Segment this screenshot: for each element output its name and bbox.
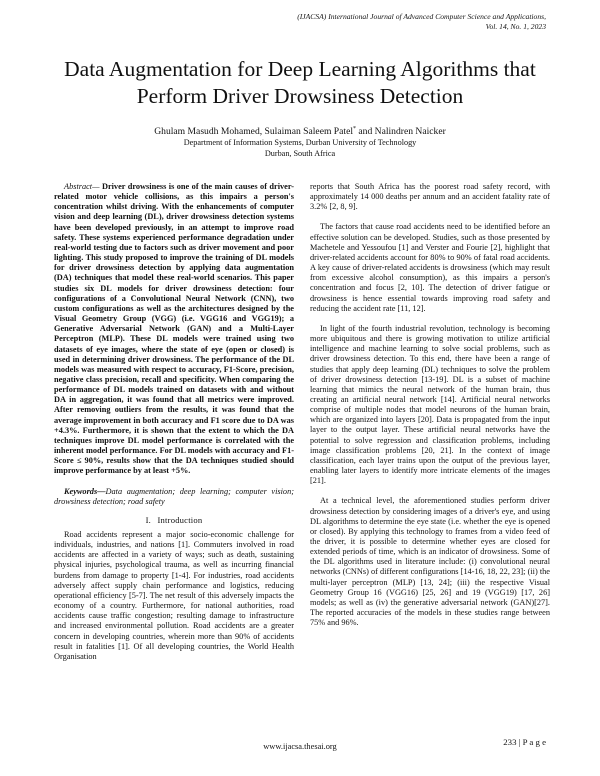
- paper-title: Data Augmentation for Deep Learning Algorithms that Perform Driver Drowsiness Detection: [64, 57, 536, 108]
- author-names: Ghulam Masudh Mohamed, Sulaiman Saleem Patel: [154, 126, 353, 138]
- keywords: [54, 487, 294, 507]
- corresponding-mark: *: [353, 126, 356, 132]
- abstract: [54, 182, 294, 477]
- section-heading-introduction: [54, 515, 294, 525]
- journal-volume: Vol. 14, No. 1, 2023: [485, 22, 546, 31]
- author-list: [40, 124, 560, 137]
- abstract-text: Driver drowsiness is one of the main causes of driver-related motor vehicle collisions, as this impairs a person's concentration whilst driving. With the enhancements of computer vision and deep learning (DL), driver drowsiness detection systems have been developed previously, in an attempt to improve road safety. These systems experienced performance degradation under real-world testing due to factors such as driver movement and poor lighting. This study proposed to improve the training of DL models for driver drowsiness detection by applying data augmentation (DA) techniques that model these real-world scenarios. This paper studies six DL models for driver drowsiness detection: four configurations of a Convolutional Neural Network (CNN), two custom configurations as well as the architectures designed by the Visual Geometry Group (VGG) (i.e. VGG16 and VGG19); a Generative Adversarial Network (GAN) and a Multi-Layer Perceptron (MLP). These DL models were trained using two datasets of eye images, where the state of eye (open or closed) is used in determining driver drowsiness. The performance of the DL models was measured with respect to accuracy, F1-Score, precision, negative class precision, recall and specificity. When comparing the performance of DL models trained on datasets with and without DA in aggregation, it was found that all metrics were improved. After removing outliers from the results, it was found that the average improvement in both accuracy and F1 score due to DA was +4.3%. Furthermore, it is shown that the extent to which the DA techniques improve DL model performance is correlated with the inherent model performance. For DL models with accuracy and F1-Score ≤ 90%, results show that the DA techniques studied should improve performance by at least +5%.: [54, 182, 294, 476]
- affiliation: [40, 138, 560, 159]
- affiliation-department: Department of Information Systems, Durban University of Technology: [183, 138, 417, 147]
- page-number: 233 | P a g e: [503, 737, 546, 747]
- body-paragraph: The factors that cause road accidents need to be identified before an effective solution can be developed. Studies, such as those presented by Machetele and Yessoufou [1] and Verster and Fourie [2], highlight that driver-related accidents account for 80% to 90% of fatal road accidents. A key cause of driver-related accidents is drowsiness (which may result from excessive alcohol consumption), as this impairs a person's concentration and focus [2, 10]. The detection of driver fatigue or drowsiness is hence essential towards improving road safety and reducing the accident rate [11, 12].: [310, 222, 550, 313]
- body-paragraph: At a technical level, the aforementioned studies perform driver drowsiness detection by considering images of a driver's eye, and using DL algorithms to determine the eye state (i.e. whether the eye is opened or closed). By applying this technology to frames from a video feed of the driver, it is possible to determine whether eyes are closed for extended periods of time, which is an indicator of drowsiness. Some of the DL algorithms used in literature include: (i) convolutional neural networks (CNNs) of different configurations [14-16, 18, 22, 23]; (ii) the multi-layer perceptron (MLP) [13, 24]; (iii) the respective Visual Geometry Group 16 (VGG16) [25, 26] and 19 (VGG19) [17, 26] models; as well as (iv) the generative adversarial network (GAN)[27]. The reported accuracies of the models in these studies range between 75% and 96%.: [310, 496, 550, 628]
- journal-header: [186, 12, 546, 32]
- body-paragraph-continued: reports that South Africa has the poorest road safety record, with approximately 14 000 deaths per annum and an accident fatality rate of 3.2% [2, 8, 9].: [310, 182, 550, 212]
- intro-paragraph: Road accidents represent a major socio-economic challenge for individuals, industries, and nations [1]. Commuters involved in road accidents are affected in a variety of ways; such as death, sustaining physical injuries, psychological trauma, as well as incurring financial burdens from damage to property [1-4]. For industries, road accidents adversely affect supply chain performance and logistics, reducing operational efficiency [5-7]. The net result of this adversely impacts the economy of a country. Furthermore, for national authorities, road accidents cause traffic congestion; resulting damage to infrastructure and increased environmental pollution. Road accidents are a greater concern in developing countries, wherein more than 90% of accidents result in fatalities [1]. Of all developing countries, the World Health Organisation: [54, 530, 294, 661]
- body-paragraph: In light of the fourth industrial revolution, technology is becoming more ubiquitous and there is growing motivation to utilize artificial intelligence and machine learning to solve social problems, such as driver drowsiness detection. To this end, there have been a range of studies that apply deep learning (DL) techniques to solve the problem of driver drowsiness detection [13-19]. DL is a subset of machine learning that mimics the neural network of the human brain, thus creating an artificial neural network [14]. Artificial neural networks comprise of multiple nodes that model neurons of the human brain, which are organized into layers [20]. Data is propagated from the input layer to the output layer. These artificial neural networks have the potential to solve regression and classification problems, including image classification problems [20, 21]. In the context of image classification, each layer trains upon the output of the previous layer, enabling later layers to identify more intricate elements of the images [21].: [310, 323, 550, 486]
- section-number: I.: [145, 514, 152, 525]
- keywords-text: Data augmentation; deep learning; computer vision; drowsiness detection; road safety: [54, 486, 294, 506]
- section-title: Introduction: [157, 514, 203, 525]
- right-column: [310, 182, 550, 638]
- affiliation-city: Durban, South Africa: [264, 148, 336, 158]
- keywords-label: Keywords—: [64, 486, 106, 496]
- footer-url: www.ijacsa.thesai.org: [263, 742, 337, 751]
- author-names-last: and Nalindren Naicker: [356, 126, 446, 138]
- abstract-label: Abstract—: [64, 182, 100, 191]
- left-column: [54, 182, 294, 672]
- journal-name: (IJACSA) International Journal of Advanced Computer Science and Applications,: [297, 12, 546, 21]
